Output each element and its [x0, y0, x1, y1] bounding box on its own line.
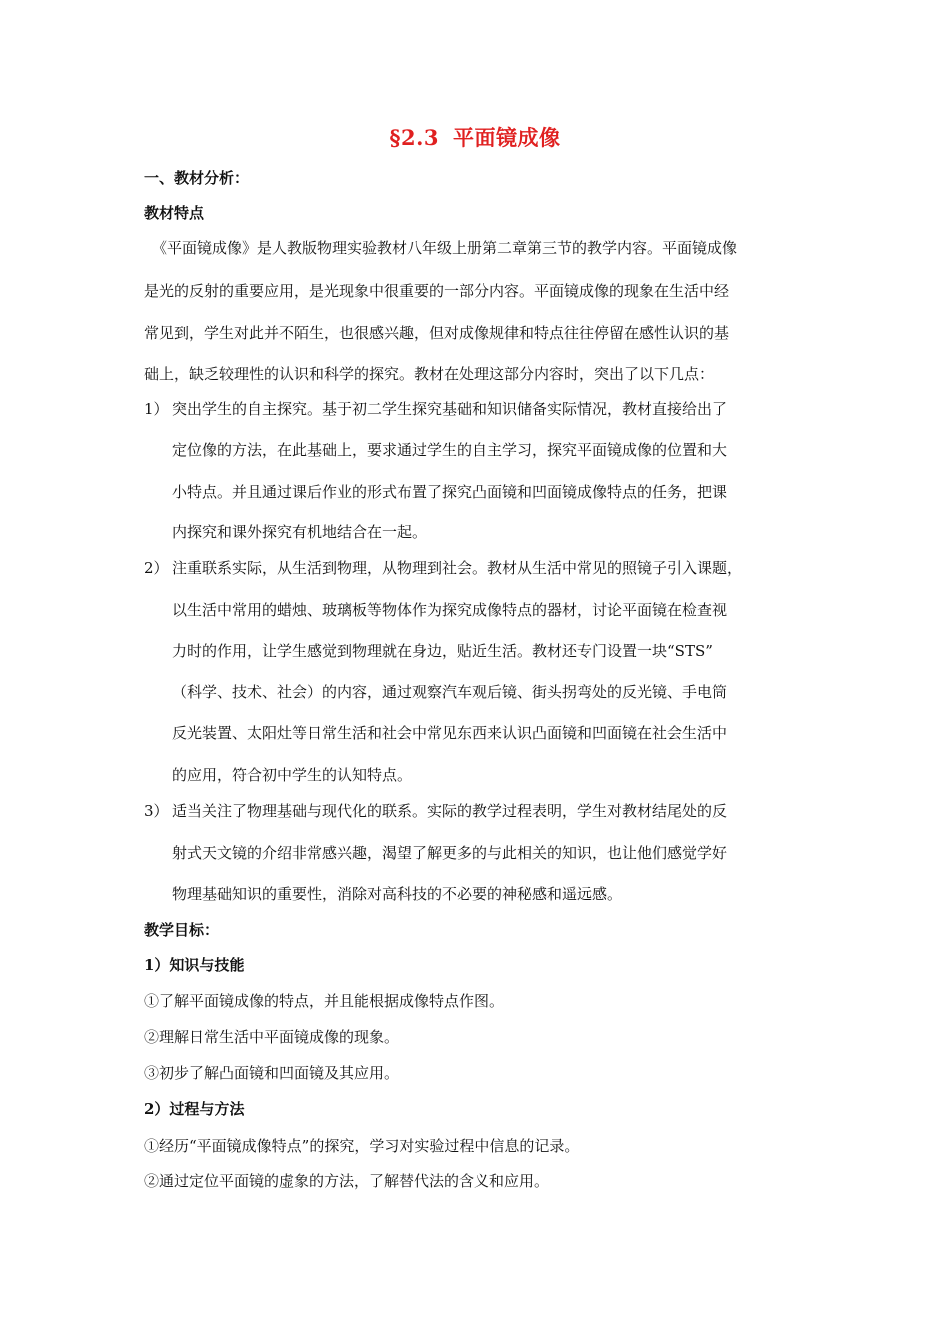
point-1-marker: 1） — [144, 400, 169, 418]
heading-teaching-goals: 教学目标： — [144, 921, 220, 939]
knowledge-item-1: ①了解平面镜成像的特点，并且能根据成像特点作图。 — [144, 992, 505, 1010]
intro-line-1: 《平面镜成像》是人教版物理实验教材八年级上册第二章第三节的教学内容。平面镜成像 — [152, 239, 738, 257]
point-3-line-2: 射式天文镜的介绍非常感兴趣，渴望了解更多的与此相关的知识，也让他们感觉学好 — [172, 844, 728, 862]
point-2-line-2: 以生活中常用的蜡烛、玻璃板等物体作为探究成像特点的器材，讨论平面镜在检查视 — [172, 601, 728, 619]
point-1-line-4: 内探究和课外探究有机地结合在一起。 — [172, 523, 428, 541]
heading-textbook-analysis: 一、教材分析： — [144, 169, 250, 187]
knowledge-item-2: ②理解日常生活中平面镜成像的现象。 — [144, 1028, 400, 1046]
point-2-line-3: 力时的作用，让学生感觉到物理就在身边，贴近生活。教材还专门设置一块“STS” — [172, 642, 713, 660]
page-title — [0, 122, 950, 152]
intro-line-4: 础上，缺乏较理性的认识和科学的探究。教材在处理这部分内容时，突出了以下几点： — [144, 365, 715, 383]
heading-knowledge-skills: 1）知识与技能 — [144, 956, 245, 974]
process-item-1: ①经历“平面镜成像特点”的探究，学习对实验过程中信息的记录。 — [144, 1137, 580, 1155]
section-number: §2.3 — [389, 125, 440, 150]
point-2-marker: 2） — [144, 559, 169, 577]
point-2-line-5: 反光装置、太阳灶等日常生活和社会中常见东西来认识凸面镜和凹面镜在社会生活中 — [172, 724, 728, 742]
point-3-marker: 3） — [144, 802, 169, 820]
point-2-line-6: 的应用，符合初中学生的认知特点。 — [172, 766, 413, 784]
point-3-line-3: 物理基础知识的重要性，消除对高科技的不必要的神秘感和遥远感。 — [172, 885, 623, 903]
point-2-line-1: 注重联系实际，从生活到物理，从物理到社会。教材从生活中常见的照镜子引入课题， — [172, 559, 743, 577]
point-1-line-2: 定位像的方法，在此基础上，要求通过学生的自主学习，探究平面镜成像的位置和大 — [172, 441, 728, 459]
point-2-line-4: （科学、技术、社会）的内容，通过观察汽车观后镜、街头拐弯处的反光镜、手电筒 — [172, 683, 728, 701]
title-text: 平面镜成像 — [453, 125, 561, 150]
knowledge-item-3: ③初步了解凸面镜和凹面镜及其应用。 — [144, 1064, 400, 1082]
point-1-line-3: 小特点。并且通过课后作业的形式布置了探究凸面镜和凹面镜成像特点的任务，把课 — [172, 483, 728, 501]
intro-line-3: 常见到，学生对此并不陌生，也很感兴趣，但对成像规律和特点往往停留在感性认识的基 — [144, 324, 730, 342]
subheading-textbook-features: 教材特点 — [144, 204, 205, 222]
process-item-2: ②通过定位平面镜的虚象的方法，了解替代法的含义和应用。 — [144, 1172, 550, 1190]
point-1-line-1: 突出学生的自主探究。基于初二学生探究基础和知识储备实际情况，教材直接给出了 — [172, 400, 728, 418]
heading-process-methods: 2）过程与方法 — [144, 1100, 245, 1118]
intro-line-2: 是光的反射的重要应用，是光现象中很重要的一部分内容。平面镜成像的现象在生活中经 — [144, 282, 730, 300]
point-3-line-1: 适当关注了物理基础与现代化的联系。实际的教学过程表明，学生对教材结尾处的反 — [172, 802, 728, 820]
